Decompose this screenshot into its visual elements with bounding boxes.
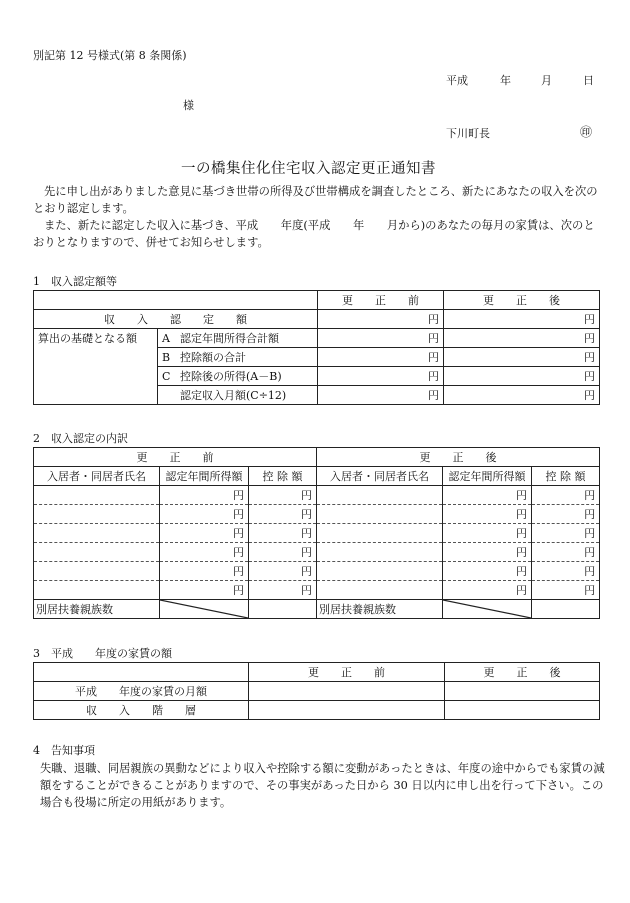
document-title: 一の橋集住化住宅収入認定更正通知書 xyxy=(181,161,436,177)
deduction-column-header: 控 除 額 xyxy=(249,467,317,486)
seal-mark: ㊞ xyxy=(580,125,593,139)
yen-unit: 円 xyxy=(444,329,600,348)
yen-unit: 円 xyxy=(160,486,249,505)
yen-unit: 円 xyxy=(443,543,532,562)
after-header: 更 正 後 xyxy=(444,291,600,310)
section4-heading: 4 告知事項 xyxy=(33,744,95,757)
basis-row-monthly: 認定収入月額(C÷12) xyxy=(158,386,318,405)
intro-text xyxy=(33,183,601,251)
separate-dependents-label: 別居扶養親族数 xyxy=(34,600,160,619)
name-column-header: 入居者・同居者氏名 xyxy=(317,467,443,486)
member-row xyxy=(34,543,600,562)
issuer: 下川町長 xyxy=(446,127,490,140)
member-row xyxy=(34,505,600,524)
member-name-cell xyxy=(317,505,443,524)
separate-dependents-label: 別居扶養親族数 xyxy=(317,600,443,619)
before-header: 更 正 前 xyxy=(318,291,444,310)
yen-unit: 円 xyxy=(249,524,317,543)
monthly-rent-before xyxy=(249,682,445,701)
member-name-cell xyxy=(317,524,443,543)
yen-unit: 円 xyxy=(249,562,317,581)
rent-table xyxy=(33,662,600,720)
income-tier-label: 収 入 階 層 xyxy=(34,701,249,720)
member-name-cell xyxy=(317,581,443,600)
before-header: 更 正 前 xyxy=(34,448,317,467)
yen-unit: 円 xyxy=(249,581,317,600)
after-header: 更 正 後 xyxy=(445,663,600,682)
income-recognition-label: 収 入 認 定 額 xyxy=(34,310,318,329)
yen-unit: 円 xyxy=(160,524,249,543)
date-era: 平成 xyxy=(446,74,468,87)
yen-unit: 円 xyxy=(532,505,600,524)
income-tier-after xyxy=(445,701,600,720)
income-recognition-table xyxy=(33,290,600,405)
member-name-cell xyxy=(34,524,160,543)
separate-dependents-value xyxy=(532,600,600,619)
deduction-column-header: 控 除 額 xyxy=(532,467,600,486)
blank-header-cell xyxy=(34,291,318,310)
yen-unit: 円 xyxy=(249,505,317,524)
member-name-cell xyxy=(317,562,443,581)
yen-unit: 円 xyxy=(318,386,444,405)
yen-unit: 円 xyxy=(249,486,317,505)
income-column-header: 認定年間所得額 xyxy=(443,467,532,486)
section1-heading: 1 収入認定額等 xyxy=(33,275,117,288)
separate-dependents-value xyxy=(249,600,317,619)
diagonal-cell xyxy=(443,600,532,619)
date-month: 月 xyxy=(541,74,552,87)
income-tier-before xyxy=(249,701,445,720)
yen-unit: 円 xyxy=(318,348,444,367)
diagonal-cell xyxy=(160,600,249,619)
member-name-cell xyxy=(34,486,160,505)
member-name-cell xyxy=(34,543,160,562)
addressee-suffix: 様 xyxy=(183,99,194,112)
member-name-cell xyxy=(317,486,443,505)
yen-unit: 円 xyxy=(532,562,600,581)
intro-paragraph-1: 先に申し出がありました意見に基づき世帯の所得及び世帯構成を調査したところ、新たにあなたの収入を次のとおり認定します。 xyxy=(33,185,598,215)
income-breakdown-table xyxy=(33,447,600,619)
notice-text: 失職、退職、同居親族の異動などにより収入や控除する額に変動があったときは、年度の途中からでも家賃の減額をすることができることがありますので、その事実があった日から 30 日以内に申し出を行って下さい。この場合も役場に所定の用紙があります。 xyxy=(40,762,605,809)
monthly-rent-after xyxy=(445,682,600,701)
member-row xyxy=(34,486,600,505)
yen-unit: 円 xyxy=(443,524,532,543)
after-header: 更 正 後 xyxy=(317,448,600,467)
basis-row-b: B 控除額の合計 xyxy=(158,348,318,367)
section3-heading: 3 平成 年度の家賃の額 xyxy=(33,647,172,660)
yen-unit: 円 xyxy=(532,486,600,505)
basis-row-c: C 控除後の所得(A－B) xyxy=(158,367,318,386)
member-row xyxy=(34,581,600,600)
yen-unit: 円 xyxy=(532,524,600,543)
section2-heading: 2 収入認定の内訳 xyxy=(33,432,128,445)
yen-unit: 円 xyxy=(443,486,532,505)
yen-unit: 円 xyxy=(443,562,532,581)
member-name-cell xyxy=(34,581,160,600)
member-row xyxy=(34,524,600,543)
income-column-header: 認定年間所得額 xyxy=(160,467,249,486)
yen-unit: 円 xyxy=(532,581,600,600)
yen-unit: 円 xyxy=(318,367,444,386)
date-year: 年 xyxy=(500,74,511,87)
yen-unit: 円 xyxy=(318,310,444,329)
blank-header-cell xyxy=(34,663,249,682)
intro-paragraph-2: また、新たに認定した収入に基づき、平成 年度(平成 年 月から)のあなたの毎月の家賃は、次のとおりとなりますので、併せてお知らせします。 xyxy=(33,219,595,249)
yen-unit: 円 xyxy=(443,505,532,524)
yen-unit: 円 xyxy=(444,367,600,386)
yen-unit: 円 xyxy=(160,543,249,562)
yen-unit: 円 xyxy=(444,386,600,405)
member-row xyxy=(34,562,600,581)
yen-unit: 円 xyxy=(160,505,249,524)
form-number: 別記第 12 号様式(第 8 条関係) xyxy=(33,49,187,62)
member-name-cell xyxy=(34,562,160,581)
yen-unit: 円 xyxy=(160,562,249,581)
yen-unit: 円 xyxy=(444,310,600,329)
yen-unit: 円 xyxy=(443,581,532,600)
yen-unit: 円 xyxy=(532,543,600,562)
yen-unit: 円 xyxy=(249,543,317,562)
member-name-cell xyxy=(317,543,443,562)
member-name-cell xyxy=(34,505,160,524)
date-day: 日 xyxy=(583,74,594,87)
yen-unit: 円 xyxy=(160,581,249,600)
basis-row-a: A 認定年間所得合計額 xyxy=(158,329,318,348)
monthly-rent-label: 平成 年度の家賃の月額 xyxy=(34,682,249,701)
name-column-header: 入居者・同居者氏名 xyxy=(34,467,160,486)
yen-unit: 円 xyxy=(318,329,444,348)
basis-label: 算出の基礎となる額 xyxy=(34,329,158,405)
yen-unit: 円 xyxy=(444,348,600,367)
before-header: 更 正 前 xyxy=(249,663,445,682)
